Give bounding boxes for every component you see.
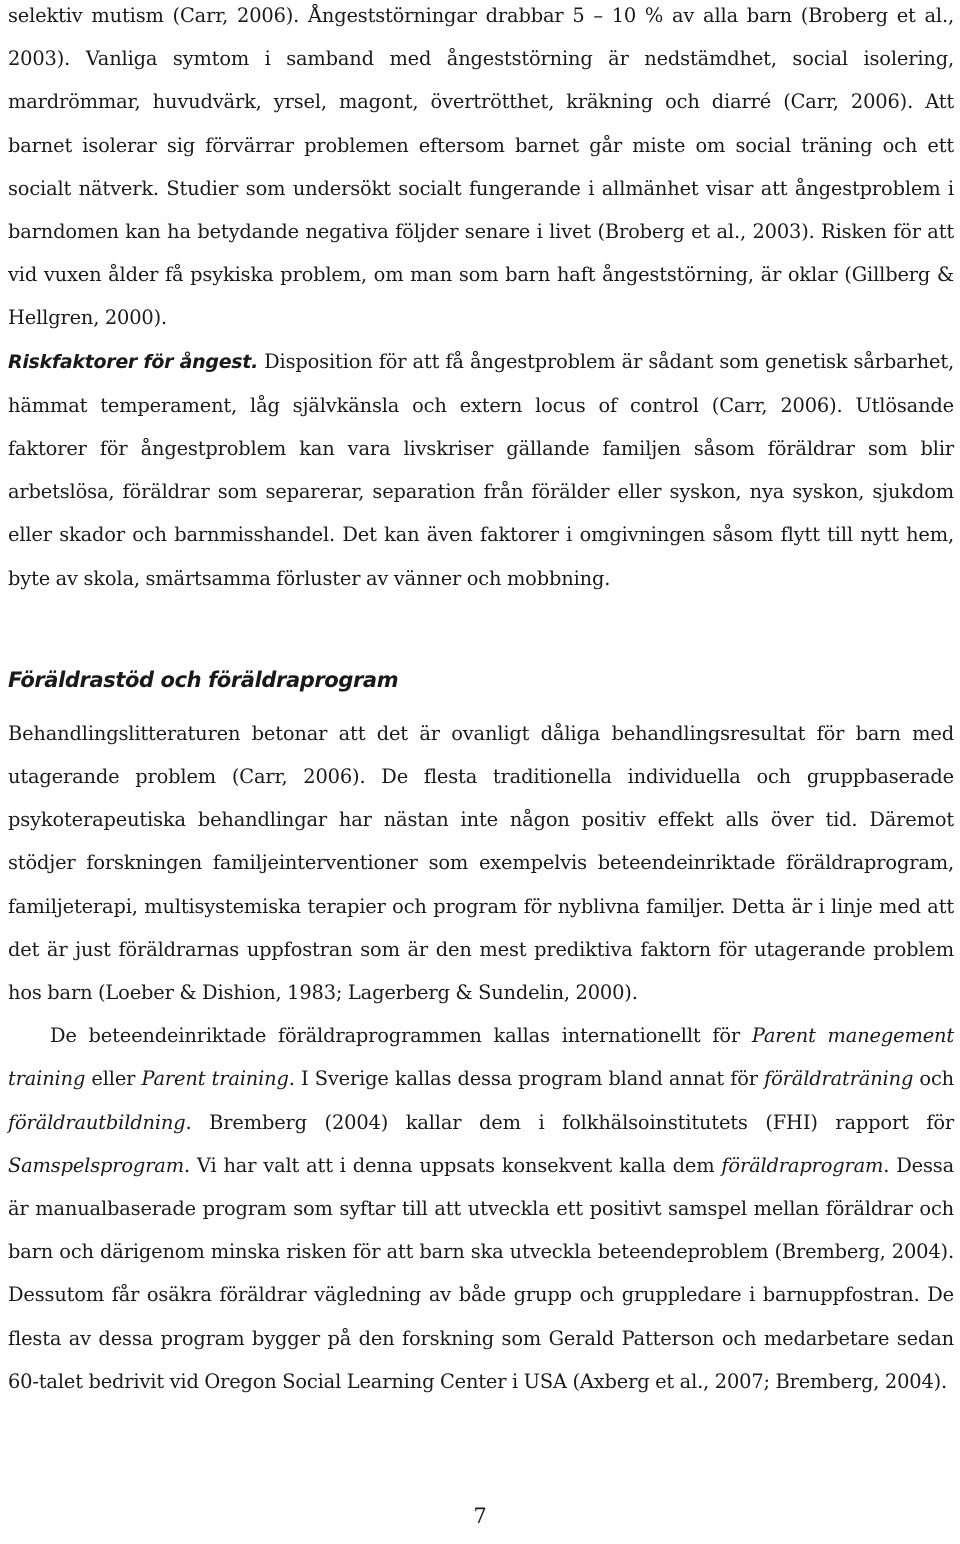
risk-factors-body: Disposition för att få ångestproblem är sådant som genetisk sårbarhet, hämmat temperament, låg självkänsla och extern locus of control (Carr, 2006). Utlösande faktorer för ångestproblem kan vara livskriser gällande familjen såsom föräldrar som blir arbetslösa, föräldrar som separerar, separation från förälder eller syskon, nya syskon, sjukdom eller skador och barnmisshandel. Det kan även faktorer i omgivningen såsom flytt till nytt hem, byte av skola, smärtsamma förluster av vänner och mobbning. [8, 349, 954, 590]
text-run: . Dessa är manualbaserade program som syftar till att utveckla ett positivt samspel mellan föräldrar och barn och därigenom minska risken för att barn ska utveckla beteendeproblem (Bremberg, 2004). Dessutom får osäkra föräldrar vägledning av både grupp och gruppledare i barnuppfostran. De flesta av dessa program bygger på den forskning som Gerald Patterson och medarbetare sedan 60-talet bedrivit vid Oregon Social Learning Center i USA (Axberg et al., 2007; Bremberg, 2004). [8, 1153, 954, 1393]
emphasis-run: Parent training [141, 1067, 289, 1091]
paragraph-anxiety-symptoms: selektiv mutism (Carr, 2006). Ångeststörningar drabbar 5 – 10 % av alla barn (Broberg et al., 2003). Vanliga symtom i samband med ångeststörning är nedstämdhet, social isolering, mardrömmar, huvudvärk, yrsel, magont, övertrötthet, kräkning och diarré (Carr, 2006). Att barnet isolerar sig förvärrar problemen eftersom barnet går miste om social träning och ett socialt nätverk. Studier som undersökt socialt fungerande i allmänhet visar att ångestproblem i barndomen kan ha betydande negativa följder senare i livet (Broberg et al., 2003). Risken för att vid vuxen ålder få psykiska problem, om man som barn haft ångeststörning, är oklar (Gillberg & Hellgren, 2000). [8, 4, 954, 330]
emphasis-run: föräldraprogram [721, 1153, 884, 1177]
run-in-heading: Riskfaktorer för ångest. [8, 350, 258, 373]
document-page [8, 0, 954, 1403]
paragraph-parent-programs [8, 1014, 954, 1403]
text-run: eller [85, 1067, 142, 1091]
section-heading: Föräldrastöd och föräldraprogram [8, 667, 399, 692]
text-run: . Bremberg (2004) kallar dem i folkhälsoinstitutets (FHI) rapport för [185, 1110, 954, 1134]
text-run: De beteendeinriktade föräldraprogrammen kallas internationellt för [50, 1024, 752, 1048]
emphasis-run: föräldrautbildning [8, 1110, 186, 1134]
emphasis-run: föräldraträning [764, 1067, 914, 1091]
emphasis-run: Parent manegement training [8, 1024, 954, 1091]
text-run: . I Sverige kallas dessa program bland annat för [288, 1067, 765, 1091]
emphasis-run: Samspelsprogram [8, 1153, 184, 1177]
text-run: och [913, 1067, 954, 1091]
text-run: . Vi har valt att i denna uppsats konsekvent kalla dem [183, 1153, 722, 1177]
paragraph-risk-factors [8, 340, 954, 600]
page-number: 7 [473, 1504, 487, 1528]
paragraph-treatment-literature: Behandlingslitteraturen betonar att det är ovanligt dåliga behandlingsresultat för barn med utagerande problem (Carr, 2006). De flesta traditionella individuella och gruppbaserade psykoterapeutiska behandlingar har nästan inte någon positiv effekt alls över tid. Däremot stödjer forskningen familjeinterventioner som exempelvis beteendeinriktade föräldraprogram, familjeterapi, multisystemiska terapier och program för nyblivna familjer. Detta är i linje med att det är just föräldrarnas uppfostran som är den mest prediktiva faktorn för utagerande problem hos barn (Loeber & Dishion, 1983; Lagerberg & Sundelin, 2000). [8, 721, 954, 1005]
